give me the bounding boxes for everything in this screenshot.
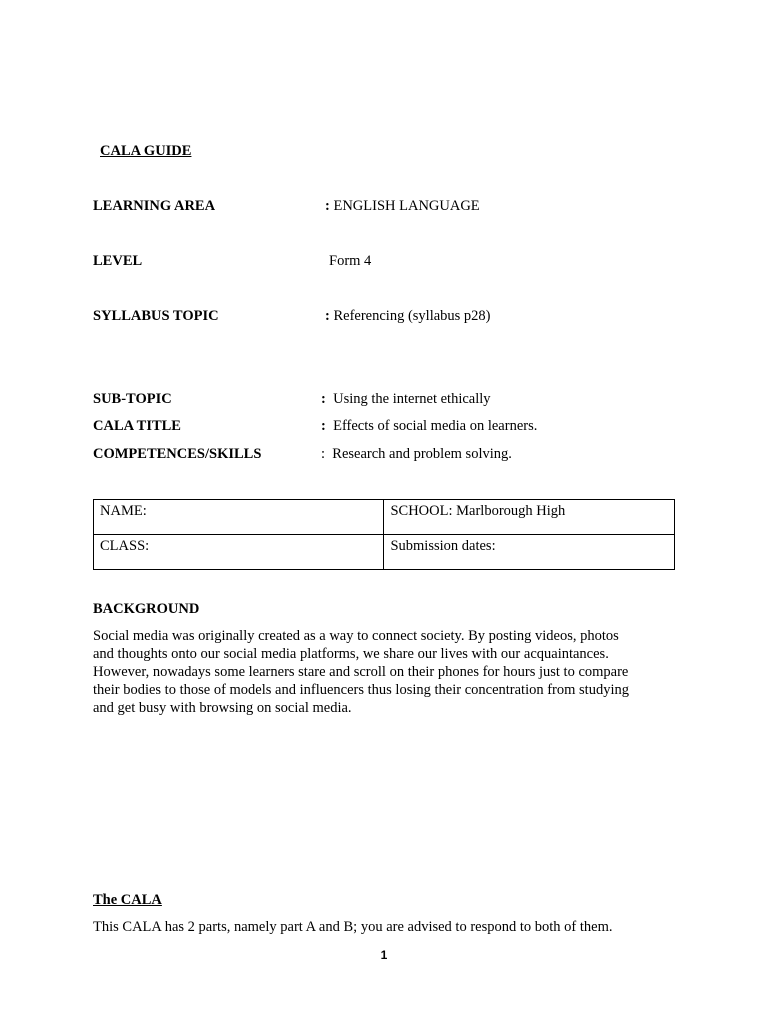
page-number: 1 xyxy=(380,948,388,962)
field-separator: : xyxy=(325,308,330,324)
field-value-level: Form 4 xyxy=(329,253,372,269)
field-separator: : xyxy=(321,391,326,407)
paragraph-line: However, nowadays some learners stare and scroll on their phones for hours just to compare xyxy=(93,664,629,680)
paragraph-line: and thoughts onto our social media platforms, we share our lives with our acquaintances. xyxy=(93,646,609,662)
background-paragraph xyxy=(93,627,683,717)
document-title xyxy=(93,143,191,160)
table-row xyxy=(94,535,675,570)
field-separator: : xyxy=(325,198,330,214)
field-separator: : xyxy=(321,418,326,434)
field-value-sub-topic xyxy=(321,391,491,408)
field-label-syllabus-topic: SYLLABUS TOPIC xyxy=(93,308,219,324)
field-value-cala-title xyxy=(321,418,537,435)
paragraph-line: their bodies to those of models and influencers thus losing their concentration from studying xyxy=(93,682,629,698)
field-separator: : xyxy=(321,446,326,462)
field-label-cala-title: CALA TITLE xyxy=(93,418,181,434)
field-value-text: Research and problem solving. xyxy=(332,446,512,462)
student-info-table xyxy=(93,499,675,570)
field-value-text: Using the internet ethically xyxy=(333,391,491,407)
field-label-level: LEVEL xyxy=(93,253,143,269)
paragraph-line: Social media was originally created as a way to connect society. By posting videos, photos xyxy=(93,628,619,644)
field-value-syllabus-topic xyxy=(325,308,491,325)
class-cell[interactable]: CLASS: xyxy=(94,535,384,570)
field-value-text: Referencing (syllabus p28) xyxy=(333,308,491,324)
cala-heading: The CALA xyxy=(93,892,162,908)
school-cell[interactable]: SCHOOL: Marlborough High xyxy=(384,500,675,535)
field-label-learning-area: LEARNING AREA xyxy=(93,198,216,214)
paragraph-line: and get busy with browsing on social media. xyxy=(93,700,352,716)
submission-dates-cell[interactable]: Submission dates: xyxy=(384,535,675,570)
field-value-competences-skills xyxy=(321,446,512,463)
field-label-competences-skills: COMPETENCES/SKILLS xyxy=(93,446,262,462)
name-cell[interactable]: NAME: xyxy=(94,500,384,535)
table-row xyxy=(94,500,675,535)
field-value-text: ENGLISH LANGUAGE xyxy=(333,198,480,214)
field-value-text: Effects of social media on learners. xyxy=(333,418,538,434)
document-title-text: CALA GUIDE xyxy=(100,143,192,159)
background-heading: BACKGROUND xyxy=(93,601,200,617)
field-value-learning-area xyxy=(325,198,480,215)
cala-description: This CALA has 2 parts, namely part A and B; you are advised to respond to both of them. xyxy=(93,919,613,935)
field-label-sub-topic: SUB-TOPIC xyxy=(93,391,172,407)
